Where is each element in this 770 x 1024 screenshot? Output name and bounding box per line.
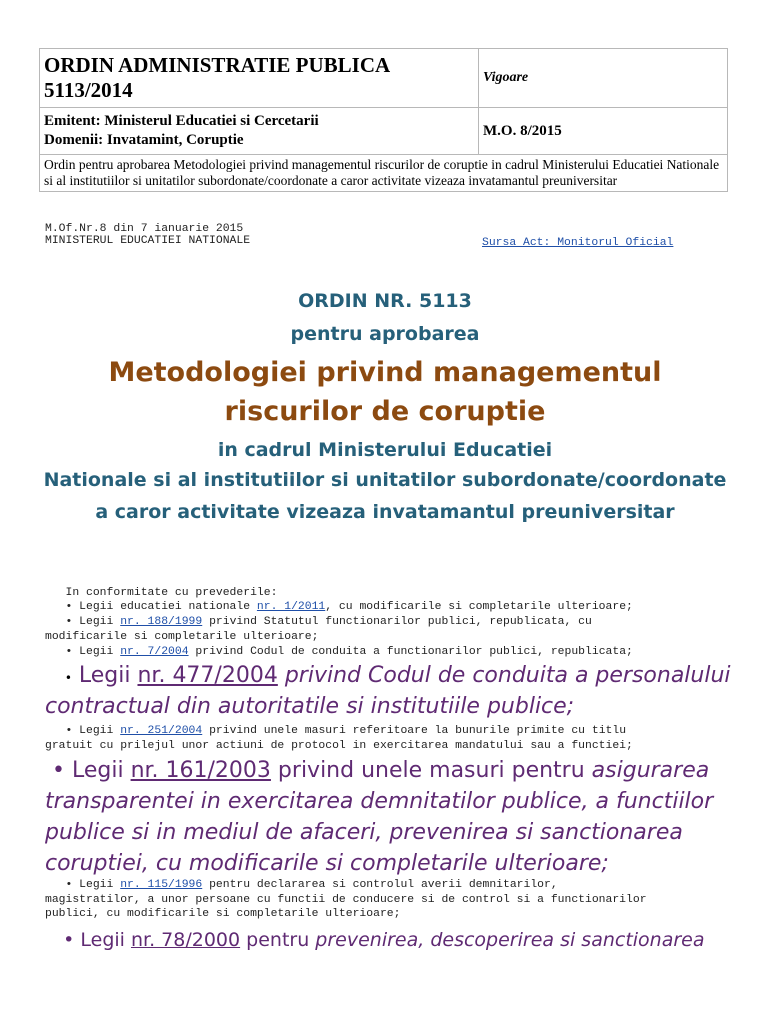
item-text: transparentei in exercitarea demnitatilor publice, a functiilor [45, 789, 714, 814]
bullet-icon: • [63, 929, 75, 951]
description-cell [40, 155, 728, 192]
item-text: privind Codul de conduita a functionarilor publici, republicata; [188, 646, 633, 658]
item-text: privind Codul de conduita a personalului [277, 663, 731, 688]
law-link[interactable]: nr. 161/2003 [130, 758, 271, 783]
law-link[interactable]: nr. 7/2004 [120, 646, 189, 658]
list-item [45, 755, 709, 786]
list-item [45, 616, 592, 628]
list-item [45, 879, 558, 891]
list-item-continued: gratuit cu prilejul unor actiuni de protocol in exercitarea mandatului sau a functiei; [45, 740, 633, 752]
gazette-number: M.O. 8/2015 [483, 122, 562, 139]
source-link[interactable]: Sursa Act: Monitorul Oficial [482, 237, 674, 249]
item-text: prevenirea, descoperirea si sanctionarea [315, 929, 705, 951]
list-item-continued: publici, cu modificarile si completarile ulterioare; [45, 908, 401, 920]
bullet-icon: • [64, 671, 72, 685]
ministry-line: MINISTERUL EDUCATIEI NATIONALE [45, 235, 251, 247]
source-block [482, 237, 673, 249]
item-text: Legii [71, 663, 138, 688]
item-text: privind Statutul functionarilor publici, republicata, cu [202, 616, 592, 628]
list-item [45, 725, 626, 737]
sub-title-line3: a caror activitate vizeaza invatamantul preuniversitar [95, 501, 675, 523]
item-text: pentru [240, 929, 316, 951]
item-text: pentru declararea si controlul averii demnitarilor, [202, 879, 558, 891]
item-text: , cu modificarile si completarile ulterioare; [325, 601, 633, 613]
intro-line: In conformitate cu prevederile: [45, 587, 278, 599]
list-item [45, 601, 633, 613]
law-link[interactable]: nr. 78/2000 [130, 929, 241, 951]
list-item [45, 925, 705, 956]
item-text: • Legii [45, 616, 121, 628]
bullet-icon: • [52, 758, 65, 783]
status-cell [479, 49, 728, 108]
item-text: • Legii [45, 879, 121, 891]
list-item-continued [45, 786, 713, 817]
list-item-continued [45, 817, 683, 848]
act-description: Ordin pentru aprobarea Metodologiei privind managementul riscurilor de coruptie in cadrul Ministerului Educatiei Nationale si al institutiilor si unitatilor subordonate/coordonate a caror activitate vizeaza invatamantul preuniversitar [44, 157, 720, 188]
act-title-line1: ORDIN ADMINISTRATIE PUBLICA [44, 53, 391, 77]
item-text: publice si in mediul de afaceri, prevenirea si sanctionarea [45, 820, 683, 845]
item-text: privind unele masuri referitoare la bunurile primite cu titlu [202, 725, 627, 737]
list-item-continued: magistratilor, a unor persoane cu functii de conducere si de control si a functionarilor [45, 894, 647, 906]
act-title-cell [40, 49, 479, 108]
item-text: asigurarea [591, 758, 710, 783]
list-item-continued: modificarile si completarile ulterioare; [45, 631, 319, 643]
item-text: coruptiei, cu modificarile si completarile ulterioare; [45, 851, 609, 876]
item-text: contractual din autoritatile si institutiile publice; [45, 694, 575, 719]
sub-title-line1: in cadrul Ministerului Educatiei [217, 439, 553, 461]
main-title-line1: Metodologiei privind managementul [108, 357, 662, 388]
domains-text: Domenii: Invatamint, Coruptie [44, 132, 244, 148]
item-text: • Legii educatiei nationale [45, 601, 257, 613]
list-item-continued [45, 848, 609, 879]
law-link[interactable]: nr. 251/2004 [120, 725, 203, 737]
law-link[interactable]: nr. 115/1996 [120, 879, 203, 891]
issuer-cell [40, 108, 479, 155]
item-text: privind unele masuri pentru [270, 758, 592, 783]
law-link[interactable]: nr. 188/1999 [120, 616, 203, 628]
sub-title-line2: Nationale si al institutiilor si unitatilor subordonate/coordonate [43, 469, 727, 491]
item-text: • Legii [45, 646, 121, 658]
item-text: • Legii [45, 725, 121, 737]
list-item [45, 646, 633, 658]
list-item-continued [45, 691, 574, 722]
issuer-text: Emitent: Ministerul Educatiei si Cercetarii [44, 113, 319, 129]
item-text: Legii [64, 758, 131, 783]
meta-block [45, 223, 250, 247]
main-title-line2: riscurilor de coruptie [224, 396, 546, 427]
law-link[interactable]: nr. 477/2004 [137, 663, 278, 688]
act-header-table [39, 48, 728, 192]
order-number: ORDIN NR. 5113 [298, 290, 472, 312]
gazette-cell [479, 108, 728, 155]
act-title-line2: 5113/2014 [44, 78, 133, 102]
status-badge: Vigoare [483, 70, 529, 85]
item-text: Legii [74, 929, 131, 951]
for-approval: pentru aprobarea [290, 323, 480, 345]
gazette-line: M.Of.Nr.8 din 7 ianuarie 2015 [45, 223, 244, 235]
law-link[interactable]: nr. 1/2011 [256, 601, 326, 613]
